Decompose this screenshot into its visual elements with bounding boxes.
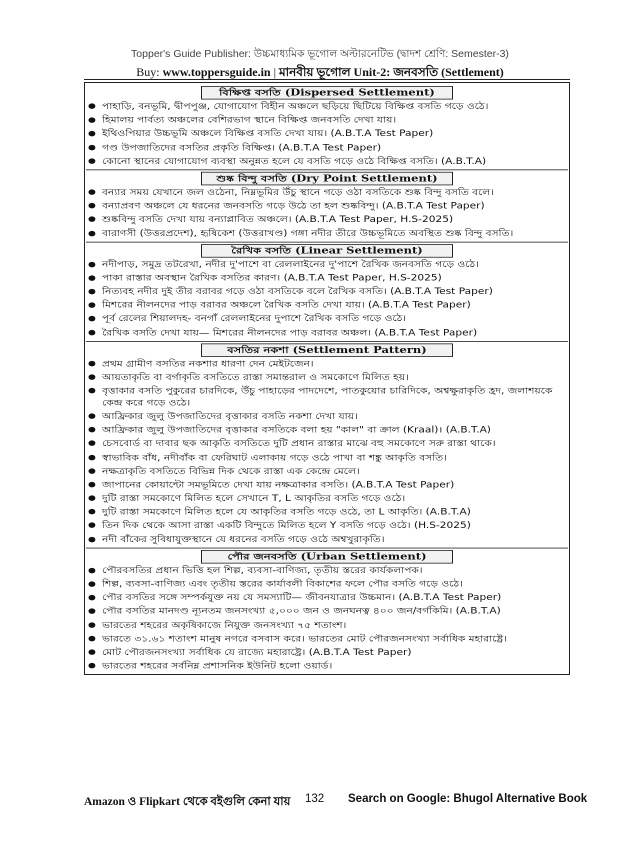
list-item xyxy=(86,579,568,591)
list-item xyxy=(86,647,568,659)
list-item-text: শুষ্কবিন্দু বসতি দেখা যায় বন্যাপ্লাবিত অঞ্চলে। (A.B.T.A Test Paper, H.S-2025) xyxy=(102,214,454,225)
list-item-text: স্বাভাবিক বাঁধ, নদীবাঁক বা ফেরিঘাট এলাকায় গড়ে ওঠে পাখা বা শঙ্কু আকৃতি বসতি। xyxy=(102,452,447,463)
list-item xyxy=(86,128,568,140)
list-item xyxy=(86,372,568,384)
publisher-header: Topper's Guide Publisher: উচ্চমাধ্যমিক ভূগোল অল্টারনেটিভ (দ্বাদশ শ্রেণি: Semester-3) xyxy=(131,48,509,60)
list-item-text: শিল্প, ব্যবসা-বাণিজ্য এবং তৃতীয় স্তরের কার্যাবলী বিকাশের ফলে পৌর বসতি গড়ে ওঠে। xyxy=(102,579,463,590)
list-item-text: বন্যার সময় যেখানে জল ওঠেনা, নিম্নভূমির উঁচু স্থানে গড়ে ওঠা বসতিকে শুষ্ক বিন্দু বসতি বলে। xyxy=(102,187,494,198)
list-item-text: পৌর বসতির মানদণ্ড ন্যূনতম জনসংখ্যা ৫,০০০ জন ও জনঘনত্ব ৪০০ জন/বর্গকিমি। (A.B.T.A) xyxy=(102,606,501,617)
bullet-list xyxy=(86,187,568,240)
list-item-text: পূর্ব রেলের শিয়ালদহ- বনগাঁ রেললাইনের দুপাশে রৈখিক বসতি গড়ে ওঠে। xyxy=(102,314,407,324)
website-link[interactable]: www.toppersguide.in xyxy=(162,65,271,79)
bullet-list xyxy=(86,565,568,672)
section xyxy=(86,341,568,546)
list-item-text: বন্যাপ্রবণ অঞ্চলে যে ধরনের জনবসতি গড়ে উঠে তা হল শুষ্কবিন্দু। (A.B.T.A Test Paper) xyxy=(102,201,485,211)
section-title: রৈখিক বসতি (Linear Settlement) xyxy=(201,244,453,258)
list-item xyxy=(86,142,568,154)
section-title: বসতির নকশা (Settlement Pattern) xyxy=(201,343,453,357)
list-item xyxy=(86,606,568,618)
footer-buy-text: Amazon ও Flipkart থেকে বইগুলি কেনা যায় xyxy=(84,796,291,808)
list-item xyxy=(86,101,568,113)
list-item-text: বারাণসী (উত্তরপ্রদেশ), হৃষিকেশ (উত্তরাখণ্ড) গঙ্গা নদীর তীরে উচ্চভূমিতে অবস্থিত শুষ্ক বিন্দু বসতি। xyxy=(102,228,514,239)
list-item-text: পাকা রাস্তার অবস্থান রৈখিক বসতির কারণ। (A.B.T.A Test Paper, H.S-2025) xyxy=(102,273,442,283)
list-item-text: নক্ষত্রাকৃতি বসতিতে বিভিন্ন দিক থেকে রাস্তা এক কেন্দ্রে মেলে। xyxy=(102,466,360,476)
list-item-text: কোনো স্থানের যোগাযোগ ব্যবস্থা অনুন্নত হলে যে বসতি গড়ে ওঠে বিক্ষিপ্ত বসতি। (A.B.T.A) xyxy=(102,156,487,167)
list-item xyxy=(86,214,568,226)
list-item xyxy=(86,411,568,423)
bullet-list xyxy=(86,358,568,545)
list-item-text: রৈখিক বসতি দেখা যায়— মিশরের নীলনদের পাড় বরাবর অঞ্চল। (A.B.T.A Test Paper) xyxy=(102,328,478,338)
list-item-text: প্রথম গ্রামীণ বসতির নকশার ধারণা দেন মেইটজেন। xyxy=(102,359,314,369)
list-item-text: পৌর বসতির সঙ্গে সম্পর্কযুক্ত নয় যে সমস্যাটি— জীবনযাত্রার উচ্চমান। (A.B.T.A Test Paper) xyxy=(102,593,502,603)
list-item-text: দুটি রাস্তা সমকোণে মিলিত হলে সেখানে T, L আকৃতির বসতি গড়ে ওঠে। xyxy=(102,493,406,504)
list-item-text: চেসবোর্ড বা দাবার ছক আকৃতি বসতিতে দুটি প্রধান রাস্তার মাঝে বহু সমকোণে সরু রাস্তা থাকে। xyxy=(102,439,496,449)
section-title: পৌর জনবসতি (Urban Settlement) xyxy=(201,550,453,564)
list-item xyxy=(86,259,568,271)
section xyxy=(86,548,568,673)
list-item-text: ভারতের শহরের সর্বনিম্ন প্রশাসনিক ইউনিট হলো ওয়ার্ড। xyxy=(102,661,333,671)
section xyxy=(86,169,568,239)
list-item xyxy=(86,534,568,546)
list-item xyxy=(86,466,568,478)
list-item-text: দুটি রাস্তা সমকোণে মিলিত হলে যে আকৃতির বসতি গড়ে ওঠে, তা L আকৃতি। (A.B.T.A) xyxy=(102,507,471,517)
list-item xyxy=(86,565,568,577)
list-item-text: মিশরের নীলনদের পাড় বরাবর অঞ্চলে রৈখিক বসতি দেখা যায়। (A.B.T.A Test Paper) xyxy=(102,300,471,311)
list-item-text: আফ্রিকার জুলু উপজাতিদের বৃত্তাকার বসতিকে বলা হয় "কাল" বা ক্রাল (Kraal)। (A.B.T.A) xyxy=(102,425,491,435)
buy-label: Buy: xyxy=(136,65,160,79)
list-item xyxy=(86,520,568,532)
list-item xyxy=(86,592,568,604)
section-title: বিক্ষিপ্ত বসতি (Dispersed Settlement) xyxy=(201,86,453,100)
list-item xyxy=(86,228,568,240)
list-item-text: নদীপাড়, সমুদ্র তটরেখা, নদীর দু'পাশে বা রেললাইনের দু'পাশে রৈখিক জনবসতি গড়ে ওঠে। xyxy=(102,259,479,270)
list-item-text: ইথিওপিয়ার উচ্চভূমি অঞ্চলে বিক্ষিপ্ত বসতি দেখা যায়। (A.B.T.A Test Paper) xyxy=(102,129,434,139)
subheader xyxy=(0,64,640,84)
list-item-text: পৌরবসতির প্রধান ভিত্তি হল শিল্প, ব্যবসা-বাণিজ্য, তৃতীয় স্তরের কার্যকলাপক। xyxy=(102,565,423,576)
section xyxy=(86,241,568,338)
list-item xyxy=(86,187,568,199)
list-item-text: আয়তাকৃতি বা বর্গাকৃতি বসতিতে রাস্তা সমান্তরাল ও সমকোণে মিলিত হয়। xyxy=(102,372,409,383)
bullet-list xyxy=(86,101,568,167)
list-item xyxy=(86,327,568,339)
list-item-text: ভারতে ৩১.৬১ শতাংশ মানুষ নগরে বসবাস করে। ভারতের মোট পৌরজনসংখ্যা সর্বাধিক মহারাষ্ট্রে। xyxy=(102,634,507,644)
list-item xyxy=(86,493,568,505)
separator: | xyxy=(273,65,276,79)
list-item-text: মোট পৌরজনসংখ্যা সর্বাধিক যে রাজ্যে মহারাষ্ট্রে। (A.B.T.A Test Paper) xyxy=(102,647,412,658)
list-item xyxy=(86,438,568,450)
list-item xyxy=(86,661,568,673)
list-item xyxy=(86,479,568,491)
list-item xyxy=(86,273,568,285)
content-body xyxy=(86,86,568,674)
section-title: শুষ্ক বিন্দু বসতি (Dry Point Settlement) xyxy=(201,172,453,186)
list-item xyxy=(86,620,568,632)
bullet-list xyxy=(86,259,568,339)
list-item xyxy=(86,633,568,645)
list-item xyxy=(86,507,568,519)
list-item-text: হিমালয় পার্বত্য অঞ্চলের বেশিরভাগ স্থানে বিক্ষিপ্ত জনবসতি দেখা যায়। xyxy=(102,115,397,126)
list-item xyxy=(86,156,568,168)
list-item-text: আফ্রিকার জুলু উপজাতিদের বৃত্তাকার বসতি নকশা দেখা যায়। xyxy=(102,411,358,422)
subject-title: মানবীয় ভূগোল Unit-2: জনবসতি (Settlement) xyxy=(279,65,504,79)
list-item-text: গণ্ড উপজাতিদের বসতির প্রকৃতি বিক্ষিপ্ত। (A.B.T.A Test Paper) xyxy=(102,142,382,153)
list-item-text: জাপানের কোয়ান্টো সমভূমিতে দেখা যায় নক্ষত্রাকার বসতি। (A.B.T.A Test Paper) xyxy=(102,480,455,490)
list-item-text: নিত্যবহ নদীর দুই তীর বরাবর গড়ে ওঠা বসতিকে বলে রৈখিক বসতি। (A.B.T.A Test Paper) xyxy=(102,287,493,297)
page-number: 132 xyxy=(305,793,325,805)
list-item xyxy=(86,286,568,298)
list-item xyxy=(86,314,568,326)
list-item xyxy=(86,425,568,437)
list-item-text: বৃত্তাকার বসতি পুকুরের চারদিকে, উঁচু পাহাড়ের পাদদেশে, পাতকুয়োর চারিদিকে, অশ্বক্ষুরাকৃতি হ্রদ, জলাশয়কে কেন্দ্র করে গড়ে ওঠে। xyxy=(102,386,553,408)
header-rule xyxy=(84,79,570,80)
list-item xyxy=(86,201,568,213)
list-item xyxy=(86,386,568,409)
list-item xyxy=(86,452,568,464)
list-item-text: তিন দিক থেকে আসা রাস্তা একটি বিন্দুতে মিলিত হলে Y বসতি গড়ে ওঠে। (H.S-2025) xyxy=(102,521,471,531)
list-item-text: নদী বাঁকের সুবিধাযুক্তস্থানে যে ধরনের বসতি গড়ে ওঠে অশ্বখুরাকৃতি। xyxy=(102,534,385,545)
section xyxy=(86,86,568,167)
footer-search-text: Search on Google: Bhugol Alternative Book xyxy=(348,793,588,805)
list-item xyxy=(86,358,568,370)
list-item xyxy=(86,115,568,127)
list-item-text: পাহাড়ি, বনভূমি, দ্বীপপুঞ্জ, যোগাযোগ বিহীন অঞ্চলে ছড়িয়ে ছিটিয়ে বিক্ষিপ্ত বসতি গড়ে ওঠে। xyxy=(102,101,489,112)
list-item-text: ভারতের শহরের অকৃষিকাজে নিযুক্ত জনসংখ্যা ৭৫ শতাংশ। xyxy=(102,620,347,630)
list-item xyxy=(86,300,568,312)
